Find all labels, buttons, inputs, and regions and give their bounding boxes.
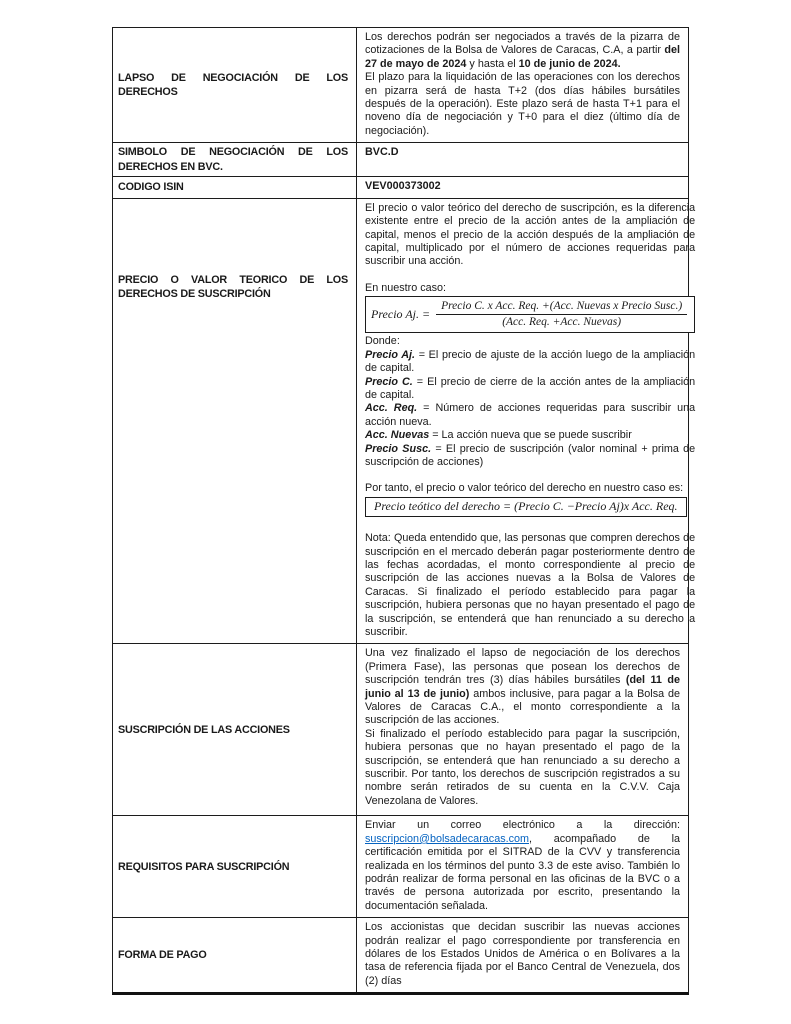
- row-label-cell: [113, 816, 357, 917]
- text-run: Los accionistas que decidan suscribir las nuevas acciones podrán realizar el pago correspondiente por transferencia en dólares de los Estados Unidos de América o en Bolívares a la tasa de referencia fijada por el Banco Central de Venezuela, dos (2) días: [365, 921, 680, 987]
- text-run: Precio C.: [365, 375, 413, 388]
- table-row-simbolo-negociacion: [113, 143, 688, 177]
- text-run: Enviar un correo electrónico a la dirección:: [365, 819, 680, 832]
- paragraph: [365, 402, 695, 429]
- paragraph: [365, 482, 695, 495]
- paragraph: [365, 819, 680, 913]
- table-row-codigo-isin: [113, 177, 688, 198]
- row-label-cell: [113, 177, 357, 197]
- text-run: Por tanto, el precio o valor teórico del derecho en nuestro caso es:: [365, 482, 684, 495]
- email-link[interactable]: suscripcion@bolsadecaracas.com: [365, 832, 529, 845]
- text-run: = La acción nueva que se puede suscribir: [429, 429, 632, 442]
- formula-lhs: Precio Aj. =: [371, 307, 431, 322]
- row-content-cell: [357, 644, 688, 815]
- paragraph: [365, 376, 695, 403]
- paragraph: [365, 282, 695, 295]
- text-run: = El precio de suscripción (valor nominal + prima de suscripción de acciones): [365, 442, 696, 468]
- text-run: El plazo para la liquidación de las operaciones con los derechos en pizarra será de hasta T+2 (dos días hábiles bursátiles después de la operación). Este plazo será de hasta T+1 para el noveno día de negociación y T+0 para el diez (último día de negociación).: [365, 71, 680, 137]
- text-run: Nota: Queda entendido que, las personas que compren derechos de suscripción en el mercado deberán pagar posteriormente dentro de las fechas acordadas, el monto correspondiente al precio de suscripción de las acciones nuevas a la Bolsa de Valores de Caracas. Si finalizado el período establecido para pagar la suscripción, hubiera personas que no hayan presentado el pago de la suscripción, se entenderá que han renunciado a su derecho a suscribir.: [365, 532, 696, 638]
- text-run: ambos inclusive, para pagar a la Bolsa de Valores de Caracas C.A., el monto correspondiente a la suscripción de las acciones.: [365, 687, 681, 727]
- row-content-cell: [357, 199, 703, 644]
- line-spacer: [365, 519, 695, 532]
- line-spacer: [365, 469, 695, 482]
- paragraph: [365, 146, 680, 159]
- text-run: Acc. Nuevas: [365, 429, 430, 442]
- text-run: Acc. Req.: [365, 402, 418, 415]
- row-label: SUSCRIPCIÓN DE LAS ACCIONES: [118, 723, 290, 736]
- text-run: Una vez finalizado el lapso de negociación de los derechos (Primera Fase), las personas que posean los derechos de suscripción tendrán tres (3) días hábiles bursátiles: [365, 647, 680, 687]
- text-run: Donde:: [365, 335, 400, 348]
- table-row-suscripcion-acciones: [113, 644, 688, 816]
- row-label: FORMA DE PAGO: [118, 948, 207, 961]
- text-run: Los derechos podrán ser negociados a través de la pizarra de cotizaciones de la Bolsa de Valores de Caracas, C.A, a partir: [365, 31, 680, 57]
- text-run: El precio o valor teórico del derecho de suscripción, es la diferencia existente entre el precio de la acción antes de la ampliación de capital, menos el precio de la acción después de la ampliación de capital, multiplicado por el número de acciones requeridas para suscribir una acción.: [365, 201, 696, 268]
- table-row-precio-teorico: [113, 199, 696, 645]
- text-run: y hasta el: [466, 57, 519, 70]
- text-run: , acompañado de la certificación emitida por el SITRAD de la CVV y transferencia realizada en los términos del punto 3.3 de este aviso. También lo podrán realizar de forma personal en las oficinas de la BVC o a través de persona autorizada por escrito, presentando la documentación señalada.: [365, 832, 680, 912]
- formula-text: Precio teótico del derecho = (Precio C. −Precio Aj)x Acc. Req.: [374, 499, 678, 514]
- row-label: SIMBOLO DE NEGOCIACIÓN DE LOS DERECHOS EN BVC.: [118, 146, 348, 173]
- row-label-cell: [113, 28, 357, 142]
- text-run: del 27 de mayo de 2024: [365, 44, 680, 70]
- row-content-cell: [357, 28, 688, 142]
- paragraph: [365, 728, 680, 808]
- text-run: Precio Aj.: [365, 348, 416, 361]
- formula-fraction: [436, 299, 687, 330]
- paragraph: [365, 180, 680, 193]
- doc-table: [112, 27, 696, 995]
- text-run: 10 de junio de 2024.: [518, 57, 621, 70]
- formula-box: [365, 497, 687, 517]
- paragraph: [365, 429, 695, 442]
- text-run: BVC.D: [365, 146, 399, 159]
- paragraph: [365, 443, 695, 470]
- formula-denominator: (Acc. Req. +Acc. Nuevas): [502, 316, 622, 329]
- row-label: LAPSO DE NEGOCIACIÓN DE LOS DERECHOS: [118, 71, 348, 99]
- row-content-cell: [357, 177, 688, 197]
- text-run: Si finalizado el período establecido para pagar la suscripción, hubiera personas que no hayan presentado el pago de la suscripción, se entenderá que han renunciado a su derecho a suscribir. Por tanto, los derechos de suscripción registrados a su nombre serán retirados de su cuenta en la C.V.V. Caja Venezolana de Valores.: [365, 727, 680, 807]
- row-content-cell: [357, 918, 688, 992]
- row-content-cell: [357, 143, 688, 176]
- row-label-cell: [113, 199, 357, 644]
- formula-numerator: Precio C. x Acc. Req. +(Acc. Nuevas x Precio Susc.): [436, 299, 687, 315]
- text-run: (del 11 de junio al 13 de junio): [365, 674, 680, 700]
- paragraph: [365, 647, 680, 727]
- paragraph: [365, 349, 695, 376]
- row-label: CODIGO ISIN: [118, 181, 184, 194]
- row-label-cell: [113, 918, 357, 992]
- text-run: = El precio de cierre de la acción antes de la ampliación de capital.: [365, 375, 696, 401]
- text-run: = Número de acciones requeridas para suscribir una acción nueva.: [365, 402, 696, 428]
- row-label: REQUISITOS PARA SUSCRIPCIÓN: [118, 860, 290, 873]
- text-run: En nuestro caso:: [365, 281, 447, 294]
- line-spacer: [365, 269, 695, 282]
- table-row-requisitos-suscripcion: [113, 816, 688, 918]
- row-label: PRECIO O VALOR TEORICO DE LOS DERECHOS DE SUSCRIPCIÓN: [118, 273, 348, 301]
- paragraph: [365, 921, 680, 988]
- formula-box: [365, 296, 695, 333]
- paragraph: [365, 71, 680, 138]
- row-label-cell: [113, 143, 357, 176]
- row-label-cell: [113, 644, 357, 815]
- row-content-cell: [357, 816, 688, 917]
- text-run: Precio Susc.: [365, 442, 432, 455]
- paragraph: [365, 31, 680, 71]
- paragraph: [365, 532, 695, 639]
- text-run: VEV000373002: [365, 180, 441, 193]
- table-row-lapso-negociacion: [113, 28, 688, 143]
- paragraph: [365, 335, 695, 348]
- table-row-forma-pago: [113, 918, 688, 992]
- text-run: = El precio de ajuste de la acción luego de la ampliación de capital.: [365, 348, 696, 375]
- paragraph: [365, 202, 695, 269]
